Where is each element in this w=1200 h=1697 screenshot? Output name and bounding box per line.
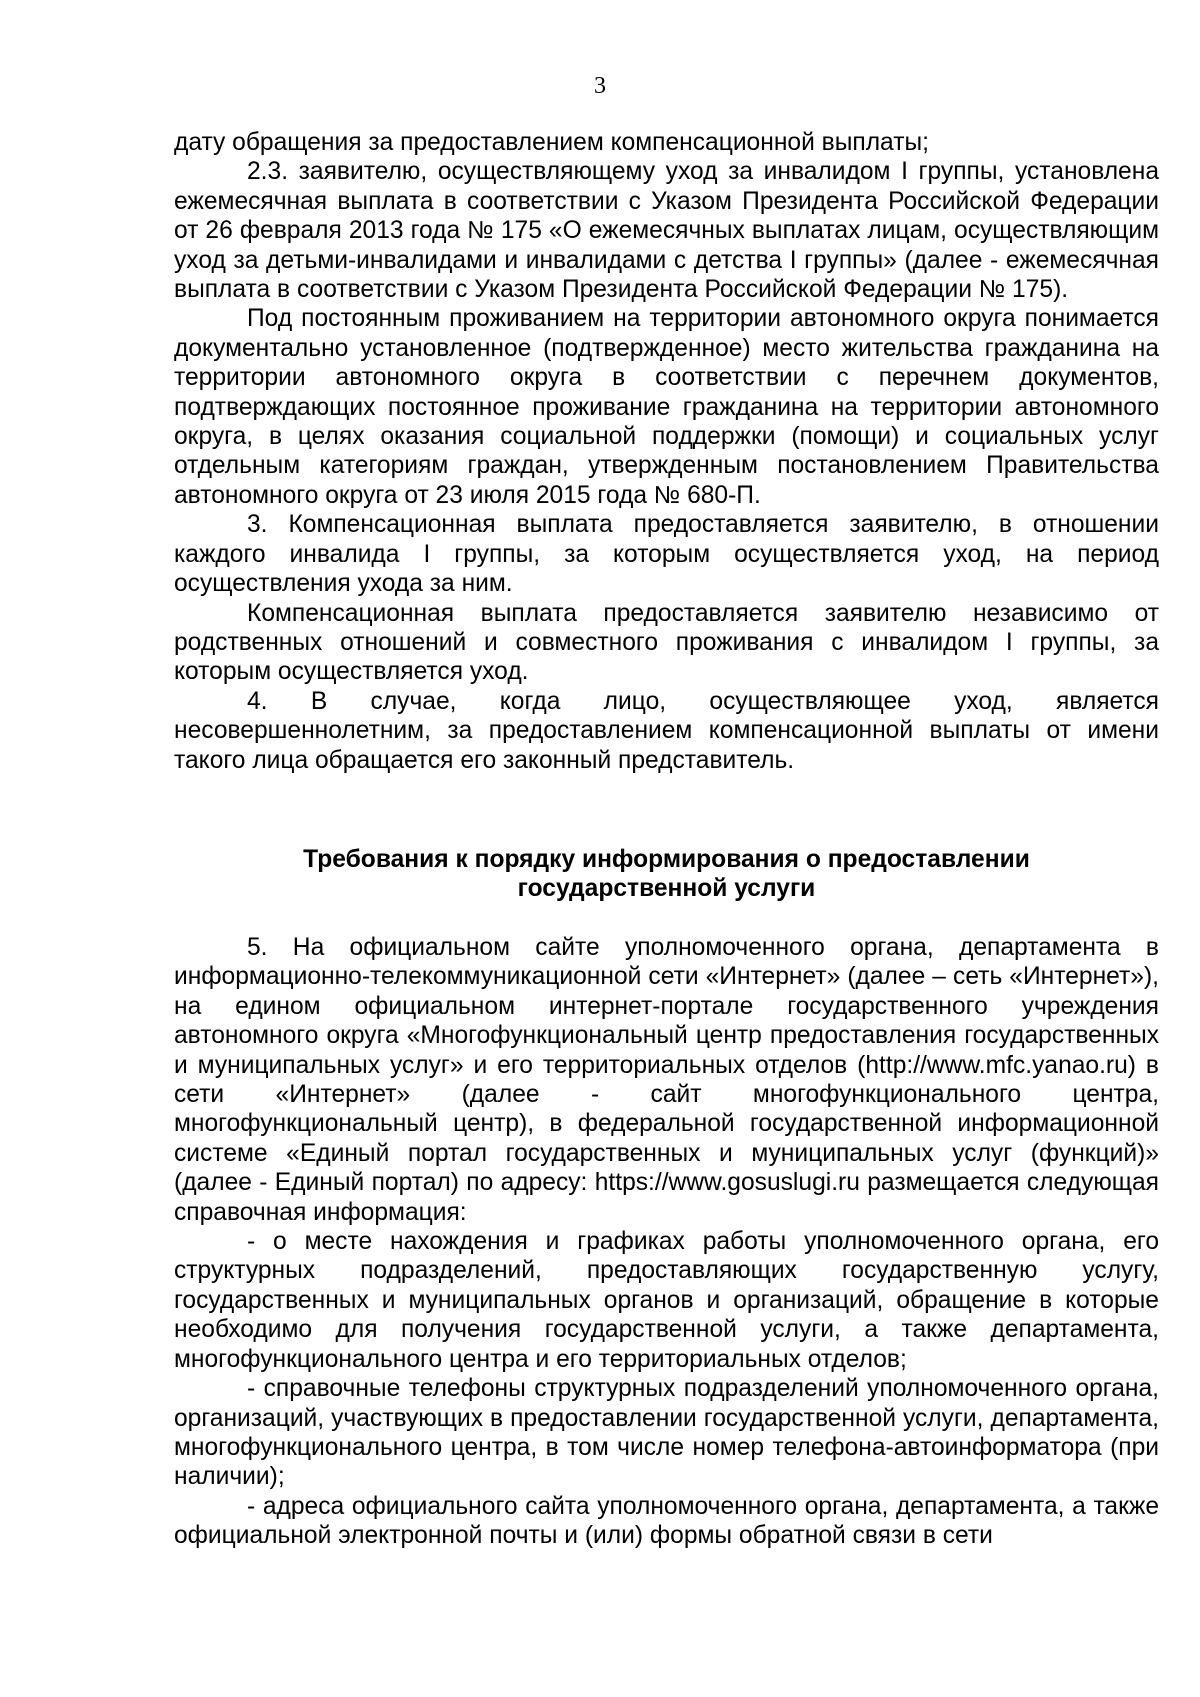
paragraph: Компенсационная выплата предоставляется заявителю независимо от родственных отношений и совместного проживания с инвалидом I группы, за которым осуществляется уход. xyxy=(174,599,1159,686)
paragraph: 5. На официальном сайте уполномоченного органа, департамента в информационно-телекоммуникационной сети «Интернет» (далее – сеть «Интернет»), на едином официальном интернет-портале государственного учреждения автономного округа «Многофункциональный центр предоставления государственных и муниципальных услуг» и его территориальных отделов (http://www.mfc.yanao.ru) в сети «Интернет» (далее - сайт многофункционального центра, многофункциональный центр), в федеральной государственной информационной системе «Единый портал государственных и муниципальных услуг (функций)» (далее - Единый портал) по адресу: https://www.gosuslugi.ru размещается следующая справочная информация: xyxy=(174,934,1159,1226)
body-text-top xyxy=(174,128,1159,775)
section-heading-line: государственной услуги xyxy=(517,875,816,903)
paragraph: Под постоянным проживанием на территории автономного округа понимается документально установленное (подтвержденное) место жительства гражданина на территории автономного округа в соответствии с перечнем документов, подтверждающих постоянное проживание гражданина на территории автономного округа, в целях оказания социальной поддержки (помощи) и социальных услуг отдельным категориям граждан, утвержденным постановлением Правительства автономного округа от 23 июля 2015 года № 680-П. xyxy=(174,305,1159,509)
paragraph: - справочные телефоны структурных подразделений уполномоченного органа, организаций, участвующих в предоставлении государственной услуги, департамента, многофункционального центра, в том числе номер телефона-автоинформатора (при наличии); xyxy=(174,1375,1159,1491)
paragraph: дату обращения за предоставлением компенсационной выплаты; xyxy=(174,129,929,156)
paragraph: 4. В случае, когда лицо, осуществляющее уход, является несовершеннолетним, за предоставлением компенсационной выплаты от имени такого лица обращается его законный представитель. xyxy=(174,687,1159,774)
body-text-bottom xyxy=(174,933,1159,1551)
paragraph: - о месте нахождения и графиках работы уполномоченного органа, его структурных подразделений, предоставляющих государственную услугу, государственных и муниципальных органов и организаций, обращение в которые необходимо для получения государственной услуги, а также департамента, многофункционального центра и его территориальных отделов; xyxy=(174,1228,1159,1373)
paragraph: - адреса официального сайта уполномоченного органа, департамента, а также официальной электронной почты и (или) формы обратной связи в сети xyxy=(174,1492,1159,1550)
page-number: 3 xyxy=(594,73,606,99)
section-heading-line: Требования к порядку информирования о предоставлении xyxy=(303,846,1030,873)
paragraph: 3. Компенсационная выплата предоставляется заявителю, в отношении каждого инвалида I группы, за которым осуществляется уход, на период осуществления ухода за ним. xyxy=(174,511,1159,598)
section-heading xyxy=(174,845,1159,904)
paragraph: 2.3. заявителю, осуществляющему уход за инвалидом I группы, установлена ежемесячная выплата в соответствии с Указом Президента Российской Федерации от 26 февраля 2013 года № 175 «О ежемесячных выплатах лицам, осуществляющим уход за детьми-инвалидами и инвалидами с детства I группы» (далее - ежемесячная выплата в соответствии с Указом Президента Российской Федерации № 175). xyxy=(174,158,1159,304)
